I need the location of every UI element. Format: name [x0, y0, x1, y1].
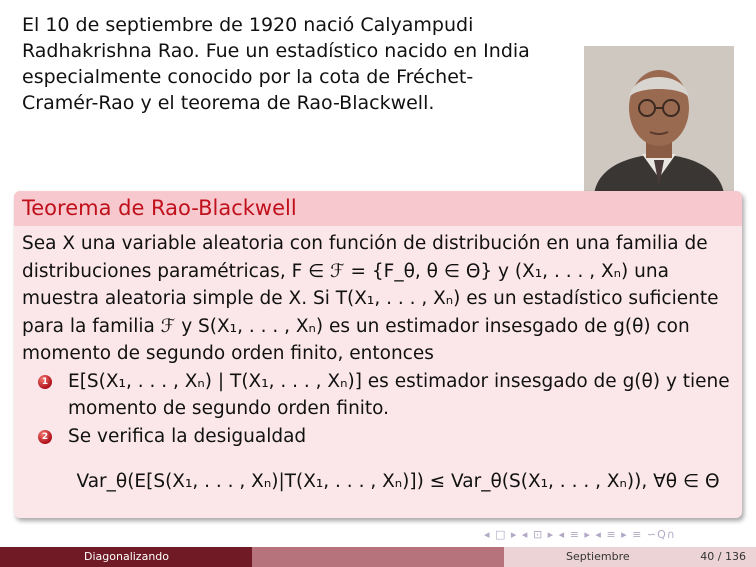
theorem-block: [14, 191, 742, 518]
portrait-illustration: [584, 46, 734, 194]
footer-page-number: 40 / 136: [700, 550, 746, 563]
footer-section-right: [504, 547, 756, 567]
portrait-photo: [584, 46, 734, 194]
list-item: [22, 423, 734, 451]
theorem-conclusions: [22, 368, 734, 451]
variance-inequality-formula: Var_θ(E[S(X₁, . . . , Xₙ)|T(X₁, . . . , Xₙ)]) ≤ Var_θ(S(X₁, . . . , Xₙ)), ∀θ ∈ Θ: [76, 471, 720, 492]
theorem-body: [14, 226, 742, 496]
beamer-navigation-symbols[interactable]: ◂ □ ▸ ◂ ⊡ ▸ ◂ ≡ ▸ ◂ ≡ ▸ ≡ ∽Q∩: [484, 528, 676, 541]
theorem-statement: Sea X una variable aleatoria con función de distribución en una familia de distribuciones paramétricas, F ∈ ℱ = {F_θ, θ ∈ Θ} y (X₁, . . . , Xₙ) una muestra aleatoria simple de X. Si T(X₁, . . . , Xₙ) es un estadístico suficiente para la familia ℱ y S(X₁, . . . , Xₙ) es un estimador insesgado de g(θ) con momento de segundo orden finito, entonces: [22, 233, 719, 364]
footer-section-middle: [252, 547, 504, 567]
footer-bar: [0, 547, 756, 567]
list-item: [22, 368, 734, 423]
item-text: E[S(X₁, . . . , Xₙ) | T(X₁, . . . , Xₙ)] es estimador insesgado de g(θ) y tiene momento de segundo orden finito.: [68, 370, 730, 419]
item-number-badge: 1: [38, 375, 52, 389]
item-text: Se verifica la desigualdad: [68, 425, 307, 447]
intro-paragraph: El 10 de septiembre de 1920 nació Calyampudi Radhakrishna Rao. Fue un estadístico nacido en India especialmente conocido por la cota de Fréchet-Cramér-Rao y el teorema de Rao-Blackwell.: [22, 14, 530, 114]
footer-date: Septiembre: [566, 550, 630, 563]
item-number-badge: 2: [38, 430, 52, 444]
footer-short-title: Diagonalizando: [84, 550, 170, 563]
theorem-title: Teorema de Rao-Blackwell: [14, 191, 742, 226]
footer-section-left: [0, 547, 252, 567]
